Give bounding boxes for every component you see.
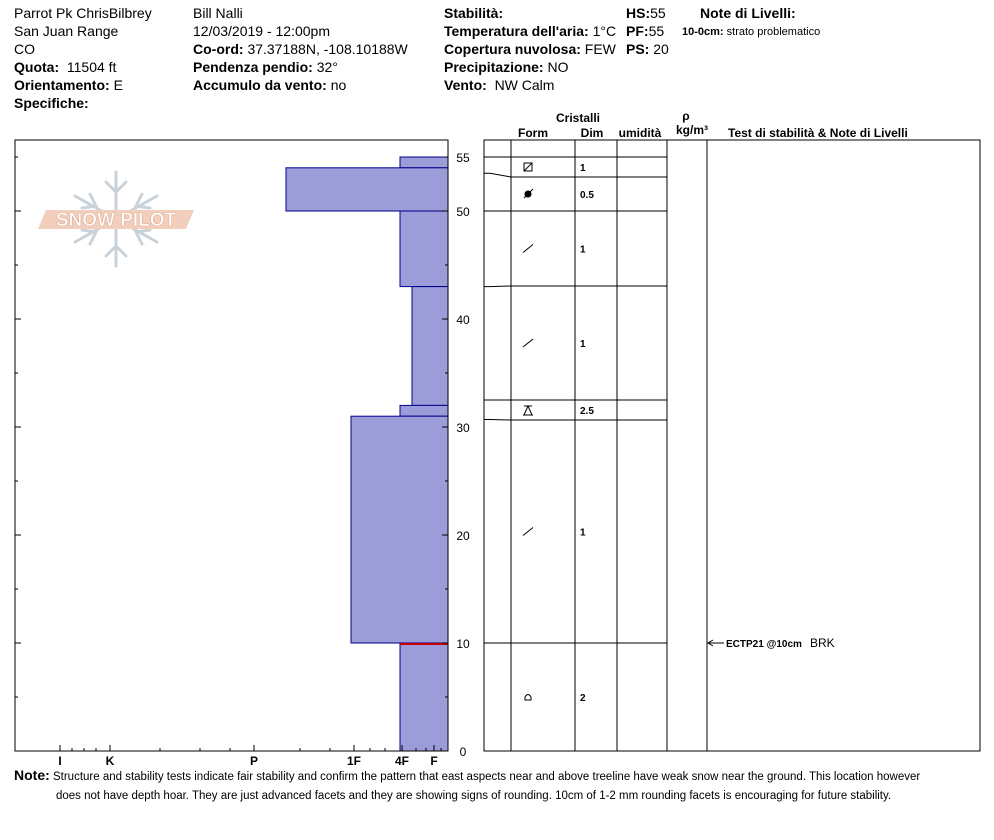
hs-value: 55 xyxy=(650,5,666,21)
x-tick-label-F: F xyxy=(430,754,438,768)
hs-label: HS: xyxy=(626,5,651,21)
range-name: San Juan Range xyxy=(14,23,119,39)
layer-note-text: strato problematico xyxy=(726,26,821,38)
air-temp-label: Temperatura dell'aria: xyxy=(444,23,589,39)
wind-label: Vento: xyxy=(444,77,487,93)
y-tick-label-30: 30 xyxy=(456,421,470,435)
tests-notes-header: Test di stabilità & Note di Livelli xyxy=(728,126,908,140)
y-tick-label-0: 0 xyxy=(459,745,467,759)
size-header: Dim xyxy=(580,126,604,140)
grain-size-5: 1 xyxy=(580,527,586,539)
hardness-bar-0 xyxy=(400,157,448,168)
aspect-value: E xyxy=(113,77,123,93)
grain-form-decomposing-5 xyxy=(523,528,533,536)
pf-value: 55 xyxy=(648,23,665,39)
hardness-bar-2 xyxy=(400,211,448,287)
x-tick-label-1F: 1F xyxy=(346,754,362,768)
air-temp-value: 1°C xyxy=(592,23,617,39)
layer-connector-5 xyxy=(484,419,511,420)
x-tick-label-I: I xyxy=(58,754,62,768)
grain-size-3: 1 xyxy=(580,339,586,350)
density-header: kg/m³ xyxy=(675,123,709,137)
logo-text: SNOW PILOT xyxy=(55,210,177,231)
layer-notes-label: Note di Livelli: xyxy=(700,5,796,21)
grain-form-decomposing-3 xyxy=(523,339,533,347)
hardness-bar-4 xyxy=(400,405,448,416)
test-code-0: ECTP21 @10cm xyxy=(726,639,802,650)
rho-header: ρ xyxy=(682,109,690,123)
hardness-bar-5 xyxy=(351,416,448,643)
hardness-bar-1 xyxy=(286,168,448,211)
coord-value: 37.37188N, -108.10188W xyxy=(247,41,408,57)
x-tick-label-4F: 4F xyxy=(394,754,410,768)
slope-value: 32° xyxy=(316,59,338,75)
observer-name: Bill Nalli xyxy=(193,5,243,21)
note-line-2: does not have depth hoar. They are just advanced facets and they are showing signs of rounding. 10cm of 1-2 mm rounding facets is encouraging for future stability. xyxy=(56,790,892,802)
grain-size-6: 2 xyxy=(580,693,586,704)
wind-loading-label: Accumulo da vento: xyxy=(193,77,327,93)
cloud-value: FEW xyxy=(584,41,616,57)
location-name: Parrot Pk ChrisBilbrey xyxy=(14,5,152,21)
layer-connector-1 xyxy=(484,173,511,177)
slope-label: Pendenza pendio: xyxy=(193,59,313,75)
grain-size-2: 1 xyxy=(580,244,586,256)
note-label: Note: xyxy=(14,767,50,783)
grain-form-surface-hoar-4 xyxy=(523,406,533,415)
snowpilot-logo xyxy=(38,172,194,266)
grain-form-rounded-particle-1 xyxy=(524,189,533,198)
y-tick-label-20: 20 xyxy=(456,529,470,543)
elevation-label: Quota: xyxy=(14,59,60,75)
grain-form-facet-square-0 xyxy=(524,163,532,171)
precip-label: Precipitazione: xyxy=(444,59,544,75)
test-fracture-0: BRK xyxy=(810,636,835,650)
surface-hoar-icon xyxy=(524,406,532,415)
layer-note-depth: 10-0cm: xyxy=(682,26,724,38)
wind-loading-value: no xyxy=(330,77,347,93)
layer-connector-3 xyxy=(484,286,511,287)
ps-value: 20 xyxy=(653,41,669,57)
wind-value: NW Calm xyxy=(494,77,555,93)
grain-size-1: 0.5 xyxy=(580,190,594,201)
layer-table-frame xyxy=(484,140,980,751)
grain-form-decomposing-2 xyxy=(523,245,533,253)
obs-datetime: 12/03/2019 - 12:00pm xyxy=(193,23,330,39)
coord-label: Co-ord: xyxy=(193,41,244,57)
hardness-bar-6 xyxy=(400,643,448,751)
hardness-bar-3 xyxy=(412,287,448,406)
x-tick-label-P: P xyxy=(249,754,259,768)
y-tick-label-50: 50 xyxy=(456,205,470,219)
grain-form-rounding-facet-6 xyxy=(525,695,531,701)
precip-value: NO xyxy=(547,59,569,75)
grain-size-4: 2.5 xyxy=(580,406,594,417)
moisture-header: umidità xyxy=(618,126,662,140)
x-tick-label-K: K xyxy=(105,754,115,768)
decomposing-icon xyxy=(523,245,533,253)
stability-label: Stabilità: xyxy=(444,5,504,21)
y-tick-label-10: 10 xyxy=(456,637,470,651)
facet-diagonal xyxy=(524,163,532,171)
pf-label: PF: xyxy=(626,23,649,39)
profile-note xyxy=(14,766,984,806)
decomposing-icon xyxy=(523,339,533,347)
decomposing-icon xyxy=(523,528,533,536)
note-line-1: Structure and stability tests indicate fair stability and confirm the pattern that east aspects near and above treeline have weak snow near the ground. This location however xyxy=(52,771,921,783)
y-tick-label-40: 40 xyxy=(456,313,470,327)
form-header: Form xyxy=(518,126,548,140)
aspect-label: Orientamento: xyxy=(14,77,110,93)
specifics-label: Specifiche: xyxy=(14,95,89,111)
y-tick-label-55: 55 xyxy=(456,151,470,165)
elevation-value: 11504 ft xyxy=(66,59,117,75)
rounding-facet-icon xyxy=(525,695,531,701)
state-name: CO xyxy=(14,41,35,57)
cloud-label: Copertura nuvolosa: xyxy=(444,41,581,57)
grain-size-0: 1 xyxy=(580,163,586,174)
ps-label: PS: xyxy=(626,41,650,57)
crystals-header: Cristalli xyxy=(555,111,601,125)
